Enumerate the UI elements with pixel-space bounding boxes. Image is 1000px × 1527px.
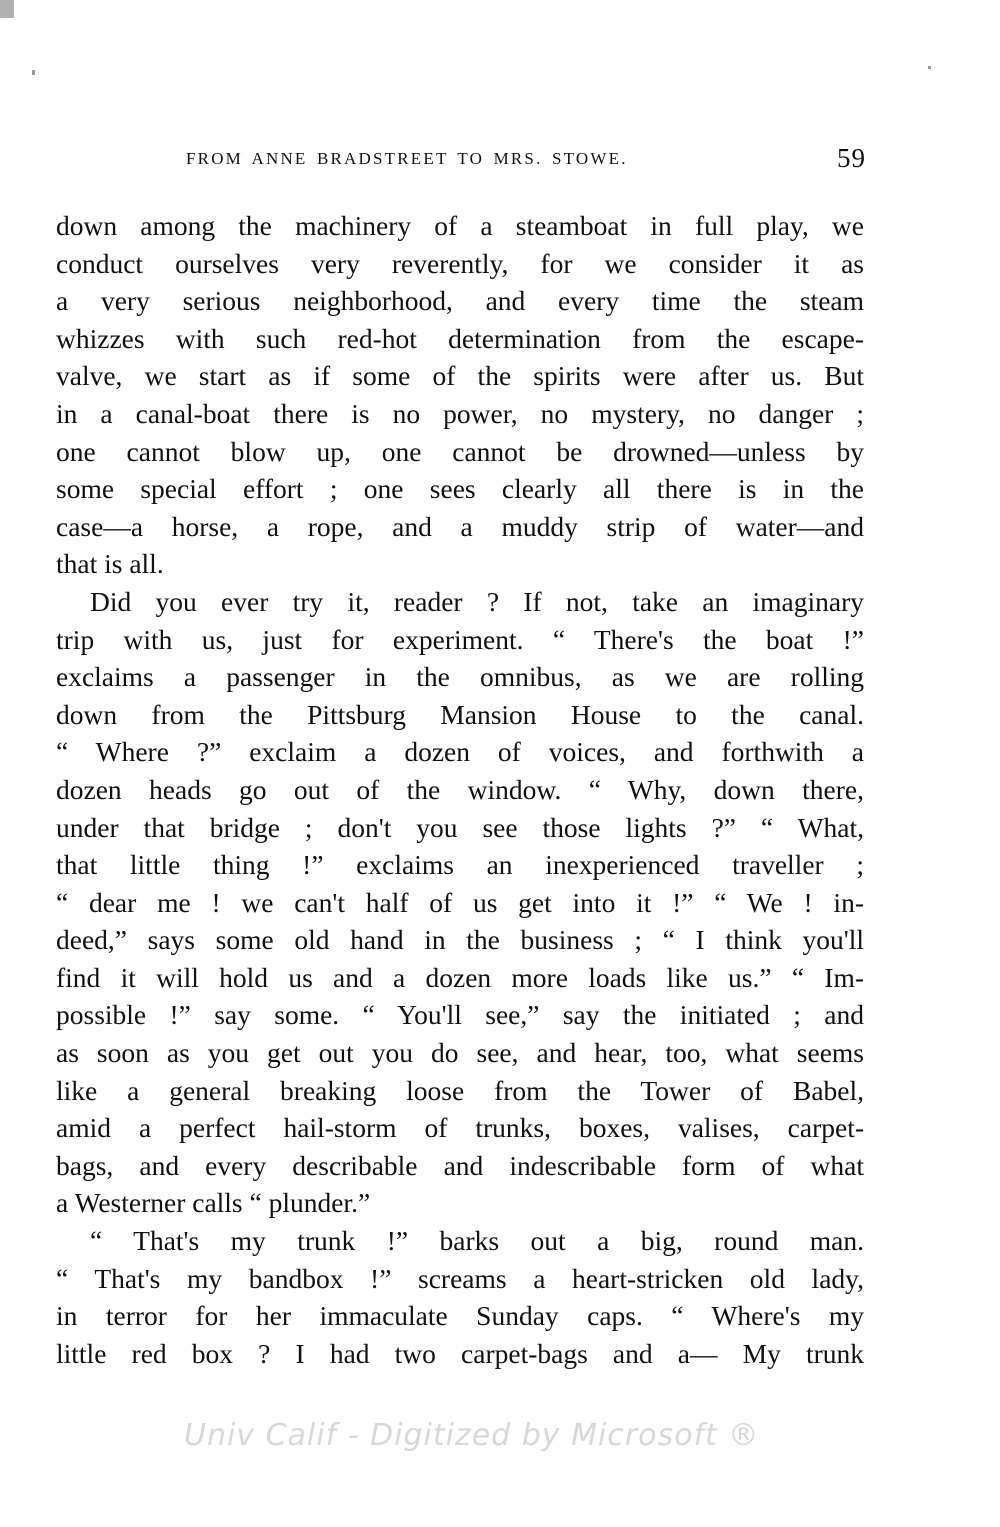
text-line: in a canal-boat there is no power, no mystery, no danger ; xyxy=(56,397,864,429)
text-line: find it will hold us and a dozen more loads like us.” “ Im- xyxy=(56,961,864,993)
text-line: little red box ? I had two carpet-bags and a— My trunk xyxy=(56,1337,864,1369)
text-line: possible !” say some. “ You'll see,” say the initiated ; and xyxy=(56,999,864,1031)
body-text xyxy=(56,207,864,1372)
page-number: 59 xyxy=(837,143,866,173)
text-line: trip with us, just for experiment. “ There's the boat !” xyxy=(56,623,864,655)
text-line: “ dear me ! we can't half of us get into it !” “ We ! in- xyxy=(56,886,864,918)
text-line: amid a perfect hail-storm of trunks, boxes, valises, carpet- xyxy=(56,1112,864,1144)
page-header xyxy=(56,143,866,177)
text-line: that little thing !” exclaims an inexperienced traveller ; xyxy=(56,849,864,881)
paragraph xyxy=(56,1222,864,1372)
text-line: bags, and every describable and indescribable form of what xyxy=(56,1149,864,1181)
text-line: dozen heads go out of the window. “ Why, down there, xyxy=(56,773,864,805)
text-line: that is all. xyxy=(56,548,164,580)
text-line: whizzes with such red-hot determination from the escape- xyxy=(56,322,864,354)
text-line: down among the machinery of a steamboat in full play, we xyxy=(56,210,864,241)
text-line: in terror for her immaculate Sunday caps. “ Where's my xyxy=(56,1300,864,1332)
text-line: exclaims a passenger in the omnibus, as we are rolling xyxy=(56,661,864,693)
scan-speck xyxy=(928,66,931,69)
text-line: one cannot blow up, one cannot be drowned—unless by xyxy=(56,435,864,467)
running-title: FROM ANNE BRADSTREET TO MRS. STOWE. xyxy=(186,149,628,168)
text-line: a Westerner calls “ plunder.” xyxy=(56,1187,371,1219)
text-line: some special effort ; one sees clearly all there is in the xyxy=(56,473,864,505)
text-line: “ That's my bandbox !” screams a heart-stricken old lady, xyxy=(56,1262,864,1294)
text-line: a very serious neighborhood, and every time the steam xyxy=(56,285,864,317)
text-line: case—a horse, a rope, and a muddy strip of water—and xyxy=(56,510,864,542)
paragraph xyxy=(56,207,864,583)
text-line: down from the Pittsburg Mansion House to the canal. xyxy=(56,698,864,730)
paragraph xyxy=(56,583,864,1222)
text-line: conduct ourselves very reverently, for we consider it as xyxy=(56,247,864,279)
text-line: as soon as you get out you do see, and hear, too, what seems xyxy=(56,1037,864,1069)
text-line: like a general breaking loose from the Tower of Babel, xyxy=(56,1074,864,1106)
text-line: valve, we start as if some of the spirits were after us. But xyxy=(56,360,864,392)
text-line: Did you ever try it, reader ? If not, take an imaginary xyxy=(90,585,864,617)
scan-speck xyxy=(0,0,14,18)
text-line: deed,” says some old hand in the business ; “ I think you'll xyxy=(56,924,864,956)
text-line: “ That's my trunk !” barks out a big, round man. xyxy=(90,1225,864,1257)
text-line: under that bridge ; don't you see those lights ?” “ What, xyxy=(56,811,864,843)
digitization-watermark: Univ Calif - Digitized by Microsoft ® xyxy=(184,1418,760,1453)
scan-speck xyxy=(32,70,35,75)
text-line: “ Where ?” exclaim a dozen of voices, and forthwith a xyxy=(56,736,864,768)
